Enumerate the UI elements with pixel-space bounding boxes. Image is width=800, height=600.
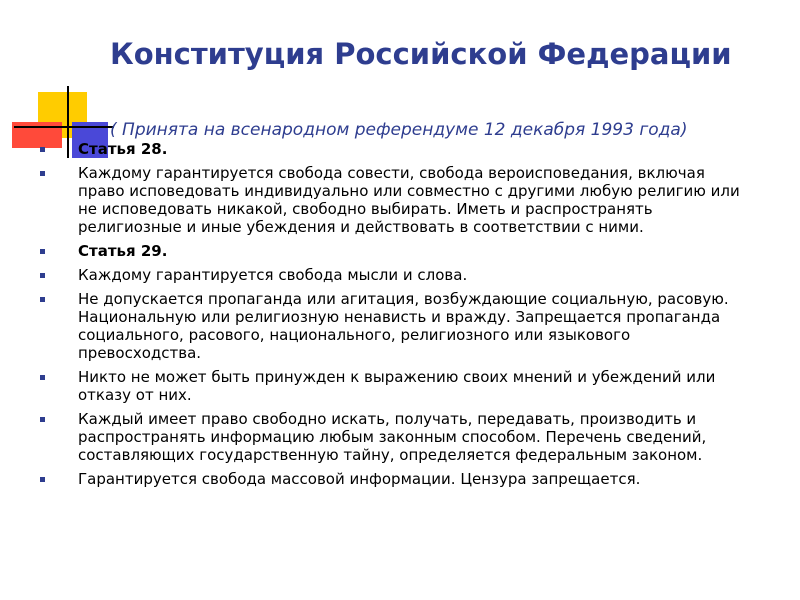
list-item [40,470,752,488]
list-item-text: Каждому гарантируется свобода совести, свобода вероисповедания, включая право исповедовать индивидуально или совместно с другими любую религию или не исповедовать никакой, свободно выбирать. Иметь и распространять религиозные и иные убеждения и действовать в соответствии с ними. [78,164,740,236]
list-item [40,410,752,464]
list-item [40,290,752,362]
bullet-marker [40,273,45,278]
bullet-marker [40,147,45,152]
list-item [40,140,752,158]
slide-subtitle: ( Принята на всенародном референдуме 12 декабря 1993 года) [110,120,688,140]
bullet-marker [40,417,45,422]
bullet-marker [40,375,45,380]
list-item-text: Статья 28. [78,140,168,158]
list-item-text: Статья 29. [78,242,168,260]
list-item [40,164,752,236]
list-item-text: Не допускается пропаганда или агитация, возбуждающие социальную, расовую. Национальную или религиозную ненависть и вражду. Запрещается пропаганда социального, расового, национального, религиозного или языкового превосходства. [78,290,729,362]
list-item-text: Каждый имеет право свободно искать, получать, передавать, производить и распространять информацию любым законным способом. Перечень сведений, составляющих государственную тайну, определяется федеральным законом. [78,410,707,464]
list-item-text: Никто не может быть принужден к выражению своих мнений и убеждений или отказу от них. [78,368,716,404]
list-item [40,368,752,404]
bullet-marker [40,477,45,482]
list-item-text: Каждому гарантируется свобода мысли и слова. [78,266,468,284]
decorative-horizontal-line [14,126,114,128]
slide-title: Конституция Российской Федерации [110,37,732,71]
bullet-marker [40,171,45,176]
list-item [40,242,752,260]
list-item [40,266,752,284]
bullet-marker [40,297,45,302]
bullet-marker [40,249,45,254]
bullet-list [40,140,752,494]
list-item-text: Гарантируется свобода массовой информации. Цензура запрещается. [78,470,641,488]
